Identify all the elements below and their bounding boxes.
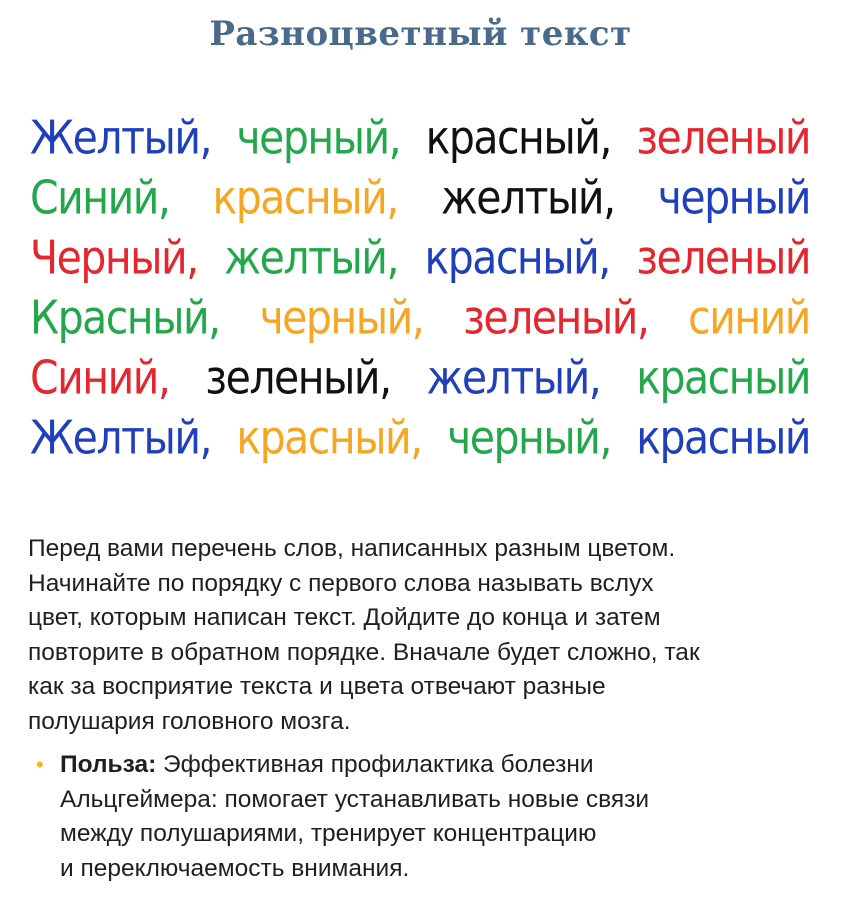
- colored-word: Желтый,: [30, 111, 212, 165]
- colored-word: зеленый: [636, 111, 810, 165]
- benefit-line: [60, 748, 816, 783]
- bullet-icon: •: [36, 752, 44, 777]
- colored-word: Желтый,: [30, 411, 212, 465]
- colored-word: красный,: [424, 231, 610, 285]
- word-row: [30, 408, 810, 468]
- word-row: [30, 228, 810, 288]
- colored-word: черный,: [259, 291, 424, 345]
- colored-word: черный,: [236, 111, 401, 165]
- description-line: Начинайте по порядку с первого слова называть вслух: [28, 569, 654, 597]
- benefit-line: между полушариями, тренирует концентрацию: [60, 820, 597, 847]
- colored-word: красный,: [425, 111, 611, 165]
- description-line: повторите в обратном порядке. Вначале будет сложно, так: [28, 638, 700, 666]
- benefit-line: и переключаемость внимания.: [60, 854, 410, 882]
- colored-word: Черный,: [30, 231, 198, 285]
- benefit-list-item: [36, 748, 816, 886]
- description-line: цвет, которым написан текст. Дойдите до конца и затем: [28, 604, 661, 631]
- colored-word: красный: [636, 351, 810, 405]
- description-line: Перед вами перечень слов, написанных разным цветом.: [28, 535, 676, 562]
- colored-word: Синий,: [30, 351, 170, 405]
- description-line: полушария головного мозга.: [28, 707, 351, 735]
- colored-word: Синий,: [30, 171, 170, 225]
- description: [28, 532, 828, 739]
- colored-word: желтый,: [426, 351, 601, 405]
- benefit-first-line: Эффективная профилактика болезни: [156, 751, 594, 778]
- colored-word: красный: [636, 411, 810, 465]
- word-row: [30, 348, 810, 408]
- word-row: [30, 168, 810, 228]
- colored-word: красный,: [236, 411, 422, 465]
- colored-word: желтый,: [224, 231, 398, 285]
- colored-words-block: [30, 108, 810, 468]
- colored-word: красный,: [212, 171, 398, 225]
- word-row: [30, 108, 810, 168]
- colored-word: черный: [657, 171, 810, 225]
- page-title: Разноцветный текст: [209, 14, 632, 54]
- benefit-text: [60, 748, 816, 886]
- colored-word: зеленый: [636, 231, 810, 285]
- description-line: как за восприятие текста и цвета отвечают разные: [28, 673, 606, 700]
- colored-word: зеленый,: [463, 291, 649, 345]
- benefit-label: Польза:: [60, 751, 157, 778]
- colored-word: Красный,: [30, 291, 220, 345]
- colored-word: синий: [688, 291, 810, 345]
- colored-word: зеленый,: [205, 351, 391, 405]
- colored-word: черный,: [447, 411, 611, 465]
- benefit-line: Альцгеймера: помогает устанавливать новые связи: [60, 785, 650, 813]
- colored-word: желтый,: [440, 171, 615, 225]
- word-row: [30, 288, 810, 348]
